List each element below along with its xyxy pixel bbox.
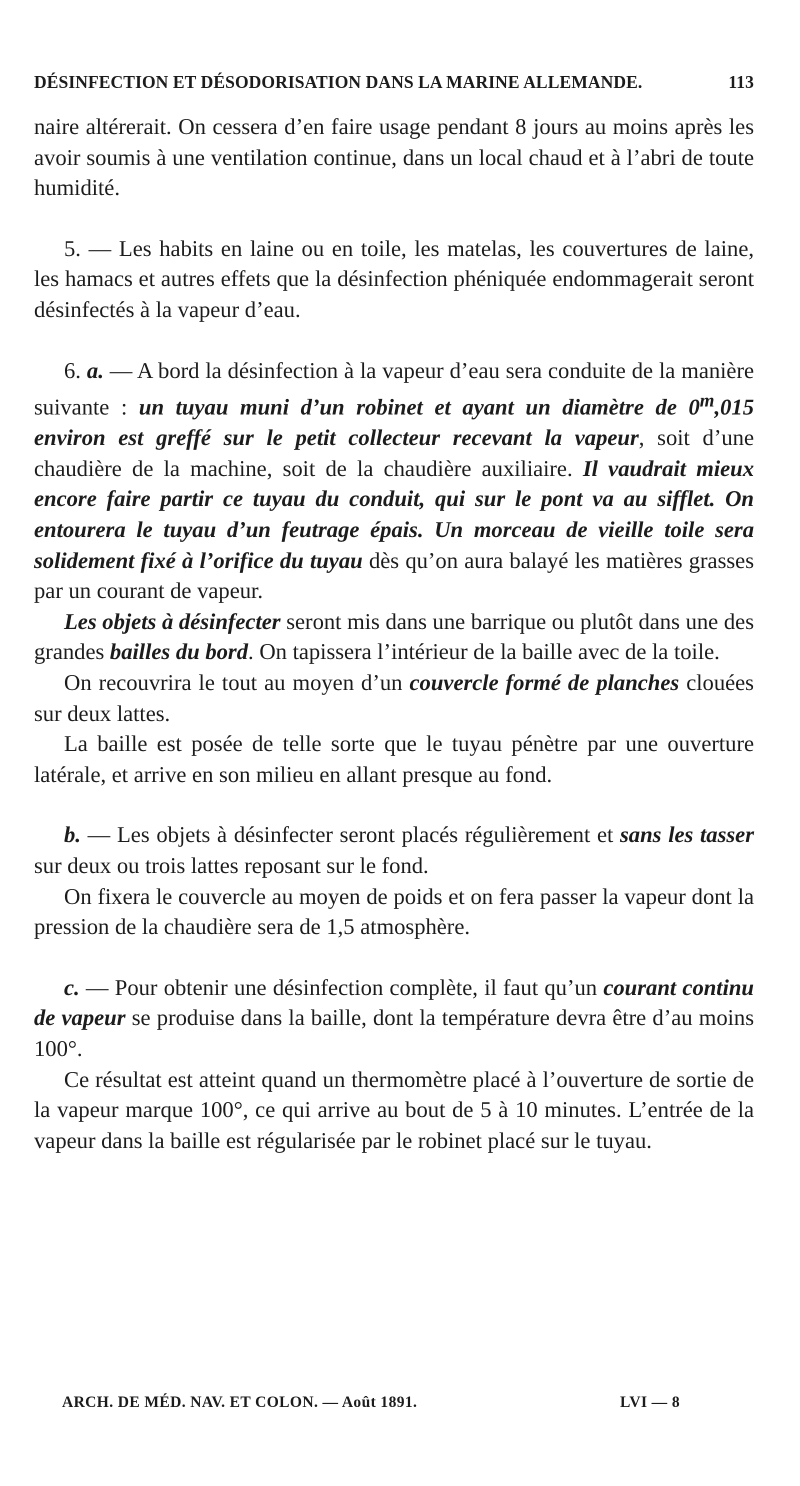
- text-run: clouées sur deux lattes.: [34, 670, 754, 726]
- text-run: — Pour obtenir une désinfection complète, il faut qu’un: [79, 974, 604, 1000]
- text-run: — A bord la désinfection à la vapeur d’eau sera conduite de la manière suivante :: [34, 357, 755, 420]
- text-run: . On tapissera l’intérieur de la baille avec de la toile.: [248, 639, 720, 665]
- italic-run: [699, 390, 715, 420]
- paragraph: [34, 112, 754, 204]
- text-run: seront mis dans une barrique ou plutôt dans une des grandes: [34, 608, 754, 665]
- text-run: se produise dans la baille, dont la température devra être d’au moins 100°.: [34, 1005, 754, 1061]
- text-run: On fixera le couvercle au moyen de poids et on fera passer la vapeur dont la pression de la chaudière sera de 1,5 atmosphère.: [34, 883, 754, 940]
- body-text: [34, 112, 754, 1156]
- italic-run: un tuyau muni d’un robinet et ayant un diamètre de 0: [138, 394, 700, 420]
- paragraph: [34, 882, 754, 943]
- text-run: On recouvrira le tout au moyen d’un: [64, 670, 410, 696]
- running-head: [34, 72, 754, 93]
- running-head-title: DÉSINFECTION ET DÉSODORISATION DANS LA MARINE ALLEMANDE.: [34, 72, 643, 92]
- text-run: La baille est posée de telle sorte que le tuyau pénètre par une ouverture latérale, et arrive en son milieu en allant presque au fond.: [34, 731, 754, 787]
- text-run: , soit d’une chaudière de la machine, soit de la chaudière auxiliaire.: [34, 425, 754, 481]
- paragraph: [34, 356, 754, 607]
- paragraph: [34, 607, 754, 668]
- text-run: 5. — Les habits en laine ou en toile, les matelas, les couvertures de laine, les hamacs et autres effets que la désinfection phéniquée endommagerait seront désinfectés à la vapeur d’eau.: [34, 235, 754, 322]
- footer: [62, 1394, 680, 1412]
- journal-citation: ARCH. DE MÉD. NAV. ET COLON. — Août 1891.: [62, 1394, 418, 1411]
- text-run: 6.: [64, 357, 87, 383]
- paragraph: [34, 973, 754, 1065]
- text-run: dès qu’on aura balayé les matières grasses par un courant de vapeur.: [34, 547, 754, 604]
- text-run: naire altérerait. On cessera d’en faire usage pendant 8 jours au moins après les avoir soumis à une ventilation continue, dans un local chaud et à l’abri de toute humidité.: [34, 114, 754, 201]
- paragraph: [34, 1065, 754, 1157]
- text-run: Ce résultat est atteint quand un thermomètre placé à l’ouverture de sortie de la vapeur marque 100°, ce qui arrive au bout de 5 à 10 minutes. L’entrée de la vapeur dans la baille est régularisée par le robinet placé sur le tuyau.: [34, 1066, 754, 1153]
- italic-run: ,015 environ est greffé sur le petit collecteur recevant la vapeur: [34, 394, 754, 451]
- italic-run: sans les tasser: [620, 822, 755, 848]
- italic-run: a.: [86, 357, 104, 383]
- text-run: sur deux ou trois lattes reposant sur le fond.: [34, 853, 429, 878]
- paragraph: [34, 668, 754, 729]
- italic-run: Il vaudrait mieux encore faire partir ce tuyau du conduit, qui sur le pont va au sifflet. On entourera le tuyau d’un feutrage épais. Un morceau de vieille toile sera solidement fixé à l’orifice du tuyau: [34, 455, 754, 573]
- text-run: — Les objets à désinfecter seront placés régulièrement et: [80, 822, 621, 848]
- italic-run: couvercle formé de planches: [409, 670, 680, 696]
- signature-mark: LVI — 8: [620, 1394, 680, 1411]
- paragraph: [34, 234, 754, 326]
- italic-run: bailles du bord: [109, 639, 249, 665]
- italic-run: courant continu de vapeur: [34, 974, 754, 1031]
- italic-run: Les objets à désinfecter: [64, 608, 281, 634]
- paragraph: [34, 729, 754, 790]
- italic-run: c.: [64, 974, 80, 1000]
- italic-run: b.: [64, 822, 81, 848]
- superscript: m: [699, 390, 715, 412]
- page-number: 113: [728, 72, 754, 92]
- paragraph: [34, 820, 754, 881]
